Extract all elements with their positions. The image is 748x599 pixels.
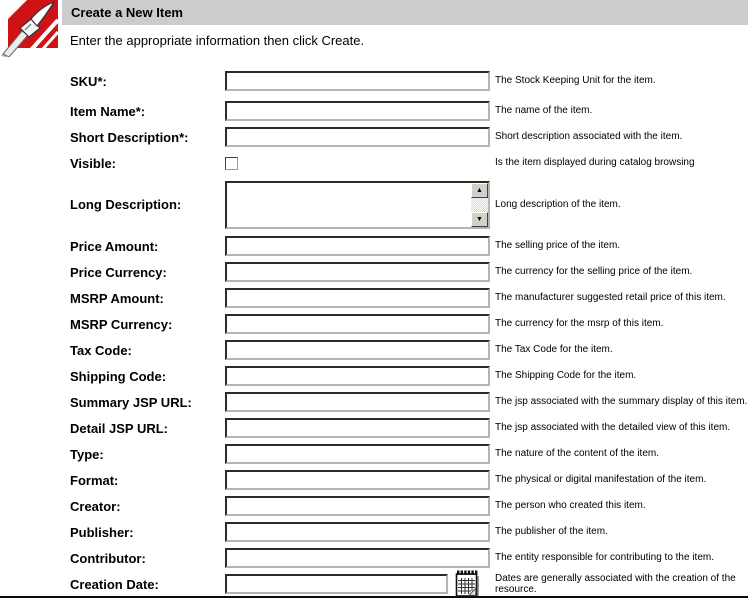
field-row-visible: [70, 150, 748, 176]
shipping-code-help-text: The Shipping Code for the item.: [495, 370, 637, 382]
field-row-msrp-currency: [70, 311, 748, 337]
creation-date-label: Creation Date:: [70, 576, 159, 592]
calendar-button[interactable]: [454, 570, 480, 598]
field-row-sku: [70, 68, 748, 94]
field-row-long-description: [70, 176, 748, 233]
item-name-label: Item Name*:: [70, 103, 146, 119]
visible-label: Visible:: [70, 155, 117, 171]
format-control-cell: [225, 470, 495, 490]
creator-label: Creator:: [70, 498, 121, 514]
msrp-currency-control-cell: [225, 314, 495, 334]
scrollbar-down-icon[interactable]: ▼: [471, 212, 488, 227]
tax-code-label: Tax Code:: [70, 342, 132, 358]
short-description-control-cell: [225, 127, 495, 147]
calendar-icon: [454, 570, 480, 598]
field-row-item-name: [70, 98, 748, 124]
field-row-format: [70, 467, 748, 493]
contributor-input[interactable]: [225, 548, 490, 568]
red-hammer-logo-graphic: [1, 0, 61, 57]
creator-input[interactable]: [225, 496, 490, 516]
detail-jsp-url-input[interactable]: [225, 418, 490, 438]
format-help-text: The physical or digital manifestation of the item.: [495, 474, 707, 486]
field-row-detail-jsp-url: [70, 415, 748, 441]
summary-jsp-url-label: Summary JSP URL:: [70, 394, 192, 410]
field-row-contributor: [70, 545, 748, 571]
contributor-label: Contributor:: [70, 550, 146, 566]
msrp-amount-label: MSRP Amount:: [70, 290, 164, 306]
field-row-creation-date: [70, 571, 748, 597]
sku-input[interactable]: [225, 71, 490, 91]
sku-control-cell: [225, 71, 495, 91]
red-hammer-logo: [1, 0, 61, 57]
long-description-scrollbar-track[interactable]: [471, 198, 488, 212]
page-title: Create a New Item: [71, 5, 183, 20]
contributor-help-text: The entity responsible for contributing to the item.: [495, 552, 715, 564]
creation-date-input[interactable]: [225, 574, 448, 594]
footer-divider: [0, 596, 748, 598]
short-description-label: Short Description*:: [70, 129, 189, 145]
field-row-tax-code: [70, 337, 748, 363]
summary-jsp-url-help-text: The jsp associated with the summary display of this item.: [495, 396, 748, 408]
long-description-textarea[interactable]: [225, 181, 490, 229]
format-input[interactable]: [225, 470, 490, 490]
tax-code-control-cell: [225, 340, 495, 360]
field-row-shipping-code: [70, 363, 748, 389]
publisher-input[interactable]: [225, 522, 490, 542]
shipping-code-control-cell: [225, 366, 495, 386]
detail-jsp-url-control-cell: [225, 418, 495, 438]
page-subtitle: Enter the appropriate information then click Create.: [70, 33, 365, 48]
contributor-control-cell: [225, 548, 495, 568]
publisher-help-text: The publisher of the item.: [495, 526, 608, 538]
price-amount-help-text: The selling price of the item.: [495, 240, 621, 252]
visible-help-text: Is the item displayed during catalog browsing: [495, 157, 695, 169]
msrp-currency-label: MSRP Currency:: [70, 316, 173, 332]
creator-control-cell: [225, 496, 495, 516]
price-currency-help-text: The currency for the selling price of the item.: [495, 266, 693, 278]
msrp-amount-control-cell: [225, 288, 495, 308]
item-name-help-text: The name of the item.: [495, 105, 593, 117]
creation-date-control-cell: [225, 570, 495, 598]
field-row-price-amount: [70, 233, 748, 259]
item-name-control-cell: [225, 101, 495, 121]
price-currency-control-cell: [225, 262, 495, 282]
summary-jsp-url-input[interactable]: [225, 392, 490, 412]
visible-control-cell: [225, 157, 495, 170]
page-header-bar: [62, 0, 748, 25]
publisher-label: Publisher:: [70, 524, 134, 540]
msrp-amount-input[interactable]: [225, 288, 490, 308]
visible-checkbox[interactable]: [225, 157, 238, 170]
item-name-input[interactable]: [225, 101, 490, 121]
msrp-currency-help-text: The currency for the msrp of this item.: [495, 318, 664, 330]
msrp-currency-input[interactable]: [225, 314, 490, 334]
field-row-msrp-amount: [70, 285, 748, 311]
short-description-input[interactable]: [225, 127, 490, 147]
shipping-code-input[interactable]: [225, 366, 490, 386]
publisher-control-cell: [225, 522, 495, 542]
detail-jsp-url-label: Detail JSP URL:: [70, 420, 169, 436]
short-description-help-text: Short description associated with the item.: [495, 131, 683, 143]
creation-date-help-text: Dates are generally associated with the creation of the resource.: [495, 572, 736, 595]
shipping-code-label: Shipping Code:: [70, 368, 167, 384]
long-description-scrollbar[interactable]: [471, 183, 488, 227]
tax-code-input[interactable]: [225, 340, 490, 360]
detail-jsp-url-help-text: The jsp associated with the detailed view of this item.: [495, 422, 731, 434]
creator-help-text: The person who created this item.: [495, 500, 646, 512]
price-currency-input[interactable]: [225, 262, 490, 282]
type-input[interactable]: [225, 444, 490, 464]
price-amount-label: Price Amount:: [70, 238, 159, 254]
long-description-control-cell: [225, 181, 495, 229]
field-row-price-currency: [70, 259, 748, 285]
type-help-text: The nature of the content of the item.: [495, 448, 659, 460]
price-amount-input[interactable]: [225, 236, 490, 256]
create-item-form: [70, 68, 748, 597]
sku-help-text: The Stock Keeping Unit for the item.: [495, 75, 656, 87]
price-currency-label: Price Currency:: [70, 264, 167, 280]
long-description-help-text: Long description of the item.: [495, 198, 621, 210]
long-description-label: Long Description:: [70, 197, 182, 212]
field-row-publisher: [70, 519, 748, 545]
msrp-amount-help-text: The manufacturer suggested retail price of this item.: [495, 292, 726, 304]
type-control-cell: [225, 444, 495, 464]
field-row-creator: [70, 493, 748, 519]
sku-label: SKU*:: [70, 73, 107, 89]
field-row-short-description: [70, 124, 748, 150]
scrollbar-up-icon[interactable]: ▲: [471, 183, 488, 198]
format-label: Format:: [70, 472, 119, 488]
summary-jsp-url-control-cell: [225, 392, 495, 412]
type-label: Type:: [70, 446, 104, 462]
price-amount-control-cell: [225, 236, 495, 256]
field-row-summary-jsp-url: [70, 389, 748, 415]
tax-code-help-text: The Tax Code for the item.: [495, 344, 613, 356]
field-row-type: [70, 441, 748, 467]
